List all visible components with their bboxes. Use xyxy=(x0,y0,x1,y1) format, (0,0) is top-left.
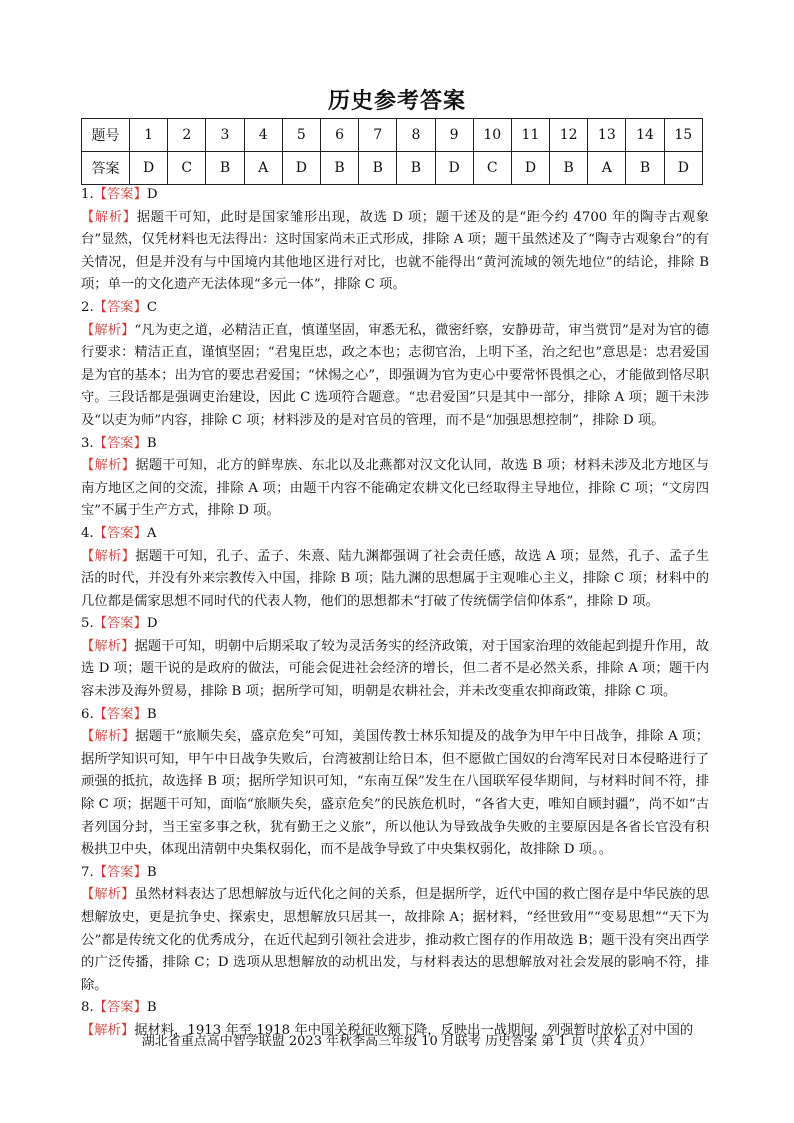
table-cell: B xyxy=(397,152,435,185)
table-row-label: 答案 xyxy=(82,152,130,185)
analysis-tag: 【解析】 xyxy=(81,548,136,564)
table-cell: A xyxy=(588,152,626,185)
question-item xyxy=(81,433,709,523)
table-cell: A xyxy=(244,152,282,185)
answer-value: D xyxy=(146,187,158,202)
answer-explanations xyxy=(81,184,709,1043)
answer-value: B xyxy=(146,1000,157,1016)
analysis-tag: 【解析】 xyxy=(81,887,135,903)
table-row-label: 题号 xyxy=(82,119,130,152)
table-cell: B xyxy=(320,152,358,185)
table-cell: 14 xyxy=(626,119,664,152)
question-item xyxy=(81,613,709,703)
table-cell: D xyxy=(130,152,168,185)
question-number: 3. xyxy=(81,435,94,451)
analysis-text: 据题干可知，此时是国家雏形出现，故选 D 项；题干述及的是“距今约 4700 年的陶寺古观象台”显然，仅凭材料也无法得出：这时国家尚未正式形成，排除 A 项；题干虽然述及了“陶寺古观象台”的有关情况，但是并没有与中国境内其他地区进行对比，也就不能得出“黄河流域的领先地位”的结论，排除 B 项；单一的文化遗产无法体现“多元一体”，排除 C 项。 xyxy=(81,209,709,293)
analysis-tag: 【解析】 xyxy=(81,209,137,225)
question-item xyxy=(81,184,709,297)
table-cell: C xyxy=(168,152,206,185)
table-cell: 15 xyxy=(664,119,702,152)
analysis-text: 据题干可知，北方的鲜卑族、东北以及北燕都对汉文化认同，故选 B 项；材料未涉及北方地区与南方地区之间的交流，排除 A 项；由题干内容不能确定农耕文化已经取得主导地位，排除 C 项；“文房四宝”不属于生产方式，排除 D 项。 xyxy=(81,458,709,519)
analysis-text: 据题干可知，孔子、孟子、朱熹、陆九渊都强调了社会责任感，故选 A 项；显然，孔子、孟子生活的时代，并没有外来宗教传入中国，排除 B 项；陆九渊的思想属于主观唯心主义，排除 C 项；材料中的几位都是儒家思想不同时代的代表人物，他们的思想都未“打破了传统儒学信仰体系”，排除 D 项。 xyxy=(81,548,710,609)
question-number: 5. xyxy=(81,616,94,632)
answer-value: A xyxy=(146,525,157,541)
answer-tag: 【答案】 xyxy=(93,706,147,722)
answer-value: B xyxy=(146,435,157,451)
table-cell: D xyxy=(435,152,473,185)
answer-value: B xyxy=(146,864,157,880)
table-cell: 6 xyxy=(320,119,358,152)
table-cell: B xyxy=(550,152,588,185)
table-cell: 8 xyxy=(397,119,435,152)
analysis-text: “凡为吏之道，必精洁正直，慎谨坚固，审悉无私，微密纤察，安静毋苛，审当赏罚”是对为官的德行要求：精洁正直，谨慎坚固；“君鬼臣忠，政之本也；志彻官治，上明下圣，治之纪也”意思是：忠君爱国是为官的基本；出为官的要忠君爱国；“怵惕之心”，即强调为官为吏心中要常怀畏惧之心，才能做到恪尽职守。三段话都是强调吏治建设，因此 C 选项符合题意。“忠君爱国”只是其中一部分，排除 A 项；题干未涉及“以吏为师”内容，排除 C 项；材料涉及的是对官员的管理，而不是“加强思想控制”，排除 D 项。 xyxy=(81,322,709,428)
answer-tag: 【答案】 xyxy=(93,864,147,880)
table-cell: 3 xyxy=(206,119,244,152)
table-cell: 2 xyxy=(168,119,206,152)
answer-tag: 【答案】 xyxy=(93,435,147,451)
table-cell: C xyxy=(473,152,511,185)
answer-tag: 【答案】 xyxy=(93,299,147,315)
analysis-text: 据题干“旅顺失矣，盛京危矣”可知，美国传教士林乐知提及的战争为甲午中日战争，排除 A 项；据所学知识可知，甲午中日战争失败后，台湾被割让给日本，但不愿做亡国奴的台湾军民对日本侵略进行了顽强的抵抗，故选择 B 项；据所学知识可知，“东南互保”发生在八国联军侵华期间，与材料时间不符，排除 C 项；据题干可知，面临“旅顺失矣，盛京危矣”的民族危机时，“各省大吏，唯知自顾封疆”，尚不如“古者列国分封，当王室多事之秋，犹有勤王之义旅”，所以他认为导致战争失败的主要原因是各省长官没有积极拱卫中央，体现出清朝中央集权弱化，而不是战争导致了中央集权弱化，故排除 D 项。。 xyxy=(81,729,710,858)
analysis-text: 虽然材料表达了思想解放与近代化之间的关系，但是据所学，近代中国的救亡图存是中华民族的思想解放史，更是抗争史、探索史，思想解放只居其一，故排除 A；据材料，“经世致用”“变易思想”“天下为公”都是传统文化的优秀成分，在近代起到引领社会进步，推动救亡图存的作用故选 B；题干没有突出西学的广泛传播，排除 C；D 选项从思想解放的动机出发，与材料表达的思想解放对社会发展的影响不符，排除。 xyxy=(81,887,709,993)
table-cell: 7 xyxy=(359,119,397,152)
analysis-tag: 【解析】 xyxy=(81,322,135,338)
table-cell: 13 xyxy=(588,119,626,152)
table-cell: 10 xyxy=(473,119,511,152)
question-item xyxy=(81,523,709,613)
answer-tag: 【答案】 xyxy=(93,525,147,541)
table-cell: B xyxy=(626,152,664,185)
table-cell: 9 xyxy=(435,119,473,152)
analysis-tag: 【解析】 xyxy=(81,638,135,654)
table-cell: D xyxy=(511,152,549,185)
answer-value: D xyxy=(146,616,158,632)
table-cell: 1 xyxy=(130,119,168,152)
table-cell: B xyxy=(206,152,244,185)
analysis-text: 据题干可知，明朝中后期采取了较为灵活务实的经济政策，对于国家治理的效能起到提升作用，故选 D 项；题干说的是政府的做法，可能会促进社会经济的增长，但二者不是必然关系，排除 A 项；题干内容未涉及海外贸易，排除 B 项；据所学可知，明朝是农耕社会，并未改变重农抑商政策，排除 C 项。 xyxy=(81,638,709,700)
question-item xyxy=(81,297,709,433)
answer-table xyxy=(81,118,703,185)
answer-tag: 【答案】 xyxy=(93,616,147,632)
analysis-text: 据材料，1913 年至 1918 年中国关税征收额下降，反映出一战期间，列强暂时放松了对中国的 xyxy=(134,1022,694,1038)
table-row-numbers xyxy=(82,119,703,152)
question-number: 1. xyxy=(81,187,94,202)
table-cell: 11 xyxy=(511,119,549,152)
table-row-answers xyxy=(82,152,703,185)
question-item xyxy=(81,862,709,998)
question-number: 7. xyxy=(81,864,94,880)
question-number: 2. xyxy=(81,299,94,315)
answer-value: C xyxy=(146,299,158,315)
table-cell: 4 xyxy=(244,119,282,152)
table-cell: D xyxy=(282,152,320,185)
answer-tag: 【答案】 xyxy=(93,1000,147,1016)
question-number: 6. xyxy=(81,706,94,722)
analysis-tag: 【解析】 xyxy=(81,729,136,745)
page-footer: 湖北省重点高中智学联盟 2023 年秋季高三年级 10 月联考 历史答案 第 1 页（共 4 页） xyxy=(141,1034,653,1049)
table-cell: 12 xyxy=(550,119,588,152)
question-item xyxy=(81,704,709,862)
analysis-tag: 【解析】 xyxy=(81,1022,135,1038)
answer-value: B xyxy=(146,706,157,722)
question-number: 4. xyxy=(81,525,94,541)
analysis-tag: 【解析】 xyxy=(81,458,136,474)
table-cell: B xyxy=(359,152,397,185)
page-title: 历史参考答案 xyxy=(327,88,466,114)
table-cell: D xyxy=(664,152,702,185)
answer-tag: 【答案】 xyxy=(93,187,147,202)
table-cell: 5 xyxy=(282,119,320,152)
question-number: 8. xyxy=(81,1000,94,1016)
